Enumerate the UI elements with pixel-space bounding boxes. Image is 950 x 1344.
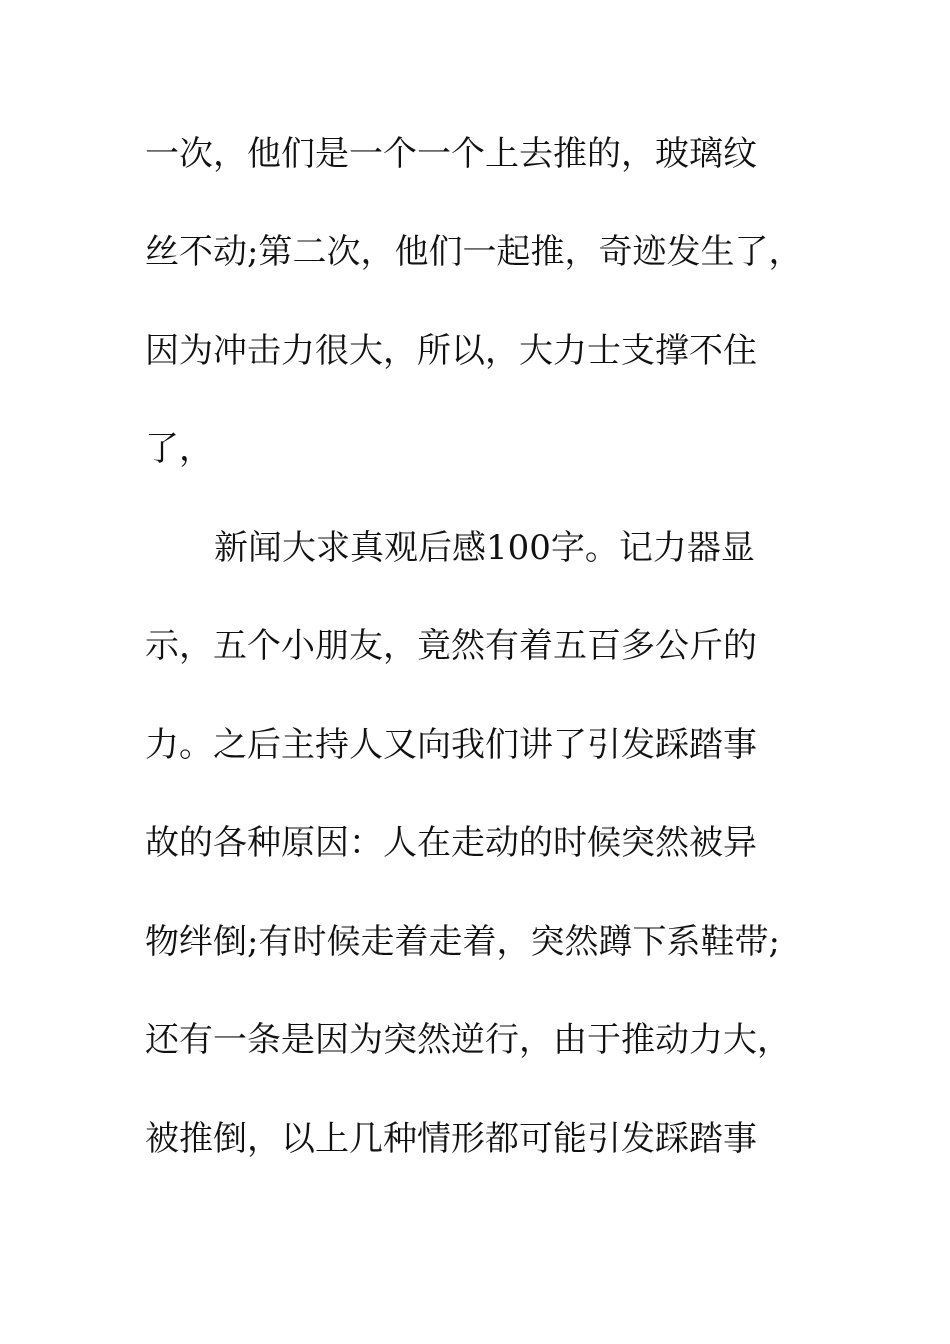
paragraph-line: 了， [145,429,213,469]
paragraph-line: 被推倒，以上几种情形都可能引发踩踏事 [145,1119,757,1159]
paragraph-line: 一次，他们是一个一个上去推的，玻璃纹 [145,134,757,174]
paragraph-line: 新闻大求真观后感100字。记力器显 [214,528,755,568]
paragraph-line: 物绊倒;有时候走着走着，突然蹲下系鞋带; [145,922,780,962]
paragraph-line: 力。之后主持人又向我们讲了引发踩踏事 [145,725,757,765]
paragraph-line: 示，五个小朋友，竟然有着五百多公斤的 [145,626,757,666]
paragraph-line: 因为冲击力很大，所以，大力士支撑不住 [145,331,757,371]
paragraph-line: 丝不动;第二次，他们一起推，奇迹发生了， [145,232,803,272]
paragraph-line: 还有一条是因为突然逆行，由于推动力大， [145,1020,791,1060]
paragraph-line: 故的各种原因：人在走动的时候突然被异 [145,823,757,863]
